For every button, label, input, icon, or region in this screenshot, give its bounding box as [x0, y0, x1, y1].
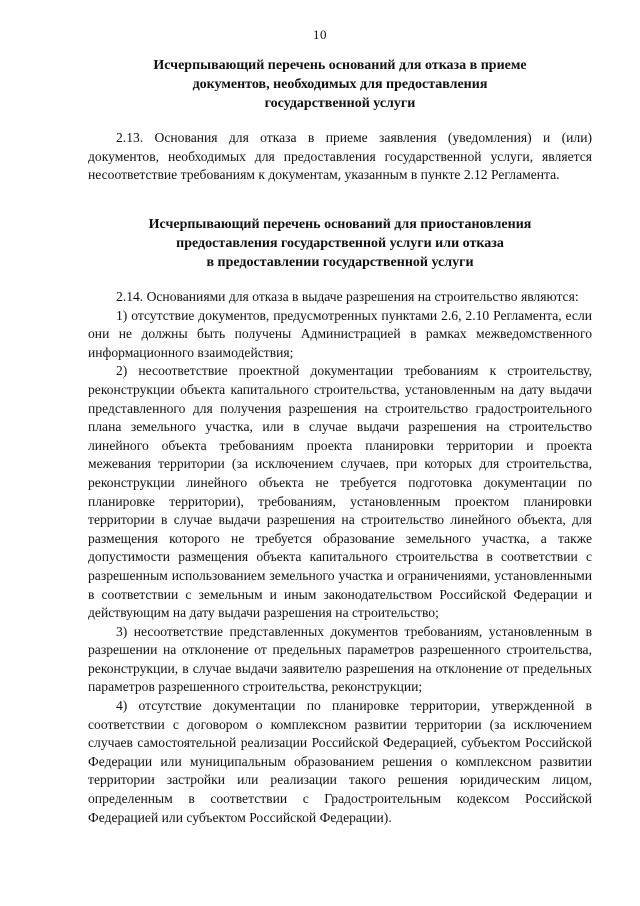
clause-2-14: 2.14. Основаниями для отказа в выдаче разрешения на строительство являются: [116, 289, 579, 304]
list-item: 3) несоответствие представленных документов требованиям, установленным в разрешении на отклонение от предельных параметров разрешенного строительства, реконструкции, в случае выдачи заявителю разрешения на отклонение от предельных параметров разрешенного строительства, реконструкции; [88, 623, 592, 695]
section-heading-refusal-acceptance [88, 56, 592, 113]
heading-line: Исчерпывающий перечень оснований для приостановления [148, 217, 532, 232]
heading-line: документов, необходимых для предоставления [192, 77, 488, 92]
clause-2-13: 2.13. Основания для отказа в приеме заявления (уведомления) и (или) документов, необходимых для предоставления государственной услуги, является несоответствие требованиям к документам, указанным в пункте 2.12 Регламента. [88, 130, 592, 183]
section-heading-suspension-refusal [88, 215, 592, 272]
clause-2-13-block [88, 129, 592, 185]
heading-line: государственной услуги [264, 96, 416, 111]
list-item: 2) несоответствие проектной документации требованиям к строительству, реконструкции объекта капитального строительства, установленным на дату выдачи представленного для получения разрешения на строительство градостроительного плана земельного участка, или в случае выдачи разрешения на строительство линейного объекта требованиям проекта планировки территории и проекта межевания территории (за исключением случаев, при которых для строительства, реконструкции линейного объекта не требуется подготовка документации по планировке территории), требованиям, установленным проектом планировки территории в случае выдачи разрешения на строительство линейного объекта, для размещения которого не требуется образование земельного участка, а также допустимости размещения объекта капитального строительства в соответствии с разрешенным использованием земельного участка и ограничениями, установленными в соответствии с земельным и иным законодательством Российской Федерации и действующим на дату выдачи разрешения на строительство; [88, 363, 592, 621]
list-item: 4) отсутствие документации по планировке территории, утвержденной в соответствии с договором о комплексном развитии территории (за исключением случаев самостоятельной реализации Российской Федерацией, субъектом Российской Федерации или муниципальным образованием решения о комплексном развитии территории застройки или реализации такого решения юридическим лицом, определенным в соответствии с Градостроительным кодексом Российской Федерацией или субъектом Российской Федерации). [88, 698, 592, 825]
page-number: 10 [313, 27, 327, 42]
list-item: 1) отсутствие документов, предусмотренных пунктами 2.6, 2.10 Регламента, если они не должны быть получены Администрацией в рамках межведомственного информационного взаимодействия; [88, 307, 592, 360]
heading-line: в предоставлении государственной услуги [206, 255, 474, 270]
heading-line: Исчерпывающий перечень оснований для отказа в приеме [153, 58, 527, 73]
clause-2-14-block [88, 288, 592, 827]
heading-line: предоставления государственной услуги или отказа [176, 236, 504, 251]
